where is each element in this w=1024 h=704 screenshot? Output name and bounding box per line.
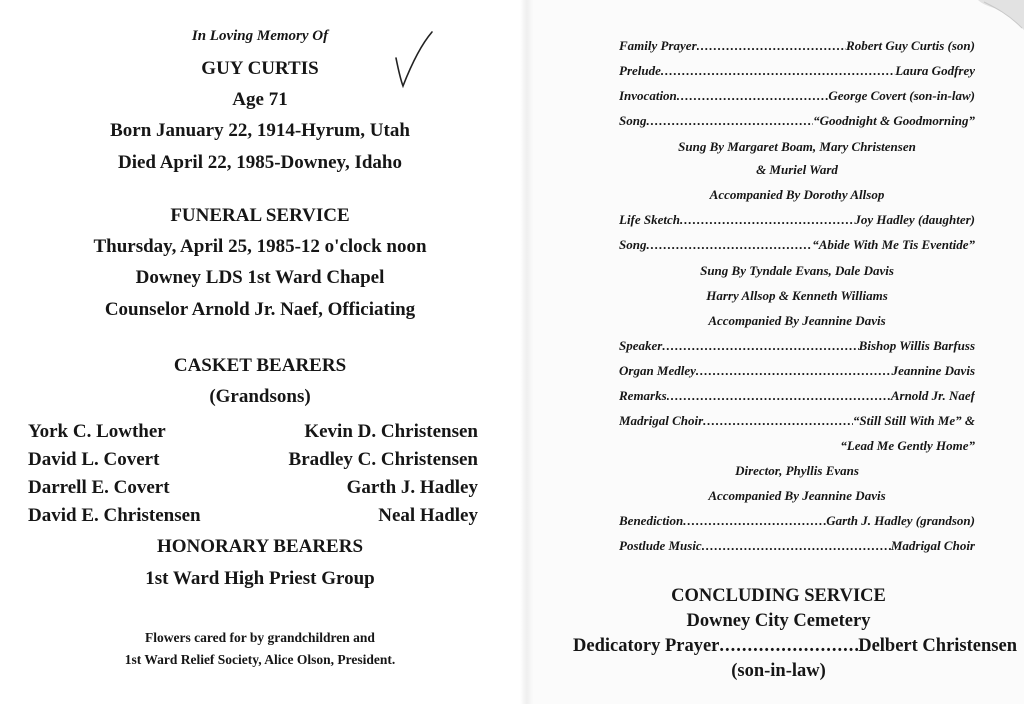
program-participant: Arnold Jr. Naef	[890, 388, 975, 403]
died-line: Died April 22, 1985-Downey, Idaho	[118, 152, 402, 173]
song1-accompanied: Accompanied By Dorothy Allsop	[709, 187, 885, 202]
flowers-line-2: 1st Ward Relief Society, Alice Olson, President.	[124, 652, 396, 667]
song1-sung-by-1: Sung By Margaret Boam, Mary Christensen	[678, 139, 916, 154]
dedicatory-participant: Delbert Christensen	[858, 636, 1017, 656]
program-item: Family Prayer	[619, 38, 697, 53]
dedicatory-row	[573, 636, 1017, 657]
casket-heading: CASKET BEARERS	[173, 355, 347, 376]
choir-line-2: “Lead Me Gently Home”	[840, 438, 975, 453]
program-row	[619, 513, 975, 529]
funeral-heading: FUNERAL SERVICE	[170, 205, 350, 226]
born-line: Born January 22, 1914-Hyrum, Utah	[110, 120, 410, 141]
page-fold	[520, 0, 533, 704]
song2-sung-by-2: Harry Allsop & Kenneth Williams	[706, 288, 888, 303]
bearer-right-2: Bradley C. Christensen	[288, 449, 478, 470]
program-item: Life Sketch	[619, 212, 681, 227]
dedicatory-item: Dedicatory Prayer	[573, 636, 720, 656]
program-participant: “Abide With Me Tis Eventide”	[812, 237, 975, 252]
casket-subheading: (Grandsons)	[209, 386, 311, 407]
program-item: Speaker	[619, 338, 663, 353]
program-row	[619, 113, 975, 129]
program-row	[619, 413, 975, 429]
flowers-line-1: Flowers cared for by grandchildren and	[145, 630, 375, 645]
program-row	[619, 388, 975, 404]
program-item: Organ Medley	[619, 363, 696, 378]
in-memory-line: In Loving Memory Of	[191, 28, 329, 44]
bearer-left-2: David L. Covert	[28, 449, 160, 470]
program-participant: Robert Guy Curtis (son)	[846, 38, 975, 53]
dedicatory-relation: (son-in-law)	[731, 661, 826, 681]
bearer-left-4: David E. Christensen	[28, 505, 201, 526]
program-row	[619, 88, 975, 104]
program-row	[619, 212, 975, 228]
bearer-right-4: Neal Hadley	[378, 505, 478, 526]
program-row	[619, 237, 975, 253]
song1-sung-by-2: & Muriel Ward	[756, 162, 838, 177]
program-item: Remarks	[619, 388, 667, 403]
right-page	[533, 0, 1024, 704]
funeral-date: Thursday, April 25, 1985-12 o'clock noon	[93, 236, 427, 257]
program-item: Song	[619, 113, 647, 128]
program-participant: Joy Hadley (daughter)	[854, 212, 975, 227]
funeral-place: Downey LDS 1st Ward Chapel	[135, 267, 385, 288]
program-participant: Laura Godfrey	[895, 63, 975, 78]
program-item: Postlude Music	[619, 538, 702, 553]
bearer-left-3: Darrell E. Covert	[28, 477, 170, 498]
checkmark-icon	[390, 28, 438, 90]
program-participant: George Covert (son-in-law)	[828, 88, 975, 103]
concluding-heading: CONCLUDING SERVICE	[671, 586, 886, 606]
program-row	[619, 63, 975, 79]
honorary-group: 1st Ward High Priest Group	[145, 568, 375, 589]
bearer-right-1: Kevin D. Christensen	[304, 421, 478, 442]
torn-corner-icon	[964, 0, 1024, 40]
program-participant: “Goodnight & Goodmorning”	[813, 113, 975, 128]
deceased-name: GUY CURTIS	[201, 58, 319, 79]
bearer-left-1: York C. Lowther	[28, 421, 166, 442]
cemetery-line: Downey City Cemetery	[686, 611, 871, 631]
program-participant: Jeannine Davis	[891, 363, 975, 378]
program-participant: Garth J. Hadley (grandson)	[826, 513, 975, 528]
choir-accompanied: Accompanied By Jeannine Davis	[708, 488, 886, 503]
program-item: Prelude	[619, 63, 661, 78]
program-item: Madrigal Choir	[619, 413, 704, 428]
bearer-right-3: Garth J. Hadley	[346, 477, 478, 498]
song2-accompanied: Accompanied By Jeannine Davis	[708, 313, 886, 328]
program-item: Song	[619, 237, 647, 252]
program-item: Invocation	[619, 88, 677, 103]
officiating-line: Counselor Arnold Jr. Naef, Officiating	[104, 299, 416, 320]
program-participant: “Still Still With Me” &	[852, 413, 975, 428]
age-line: Age 71	[232, 89, 288, 110]
program-row	[619, 538, 975, 554]
program-participant: Bishop Willis Barfuss	[858, 338, 975, 353]
program-item: Benediction	[619, 513, 684, 528]
program-row	[619, 363, 975, 379]
program-row	[619, 338, 975, 354]
choir-director: Director, Phyllis Evans	[735, 463, 859, 478]
program-participant: Madrigal Choir	[890, 538, 975, 553]
song2-sung-by-1: Sung By Tyndale Evans, Dale Davis	[700, 263, 894, 278]
program-row	[619, 38, 975, 54]
honorary-heading: HONORARY BEARERS	[156, 536, 364, 557]
